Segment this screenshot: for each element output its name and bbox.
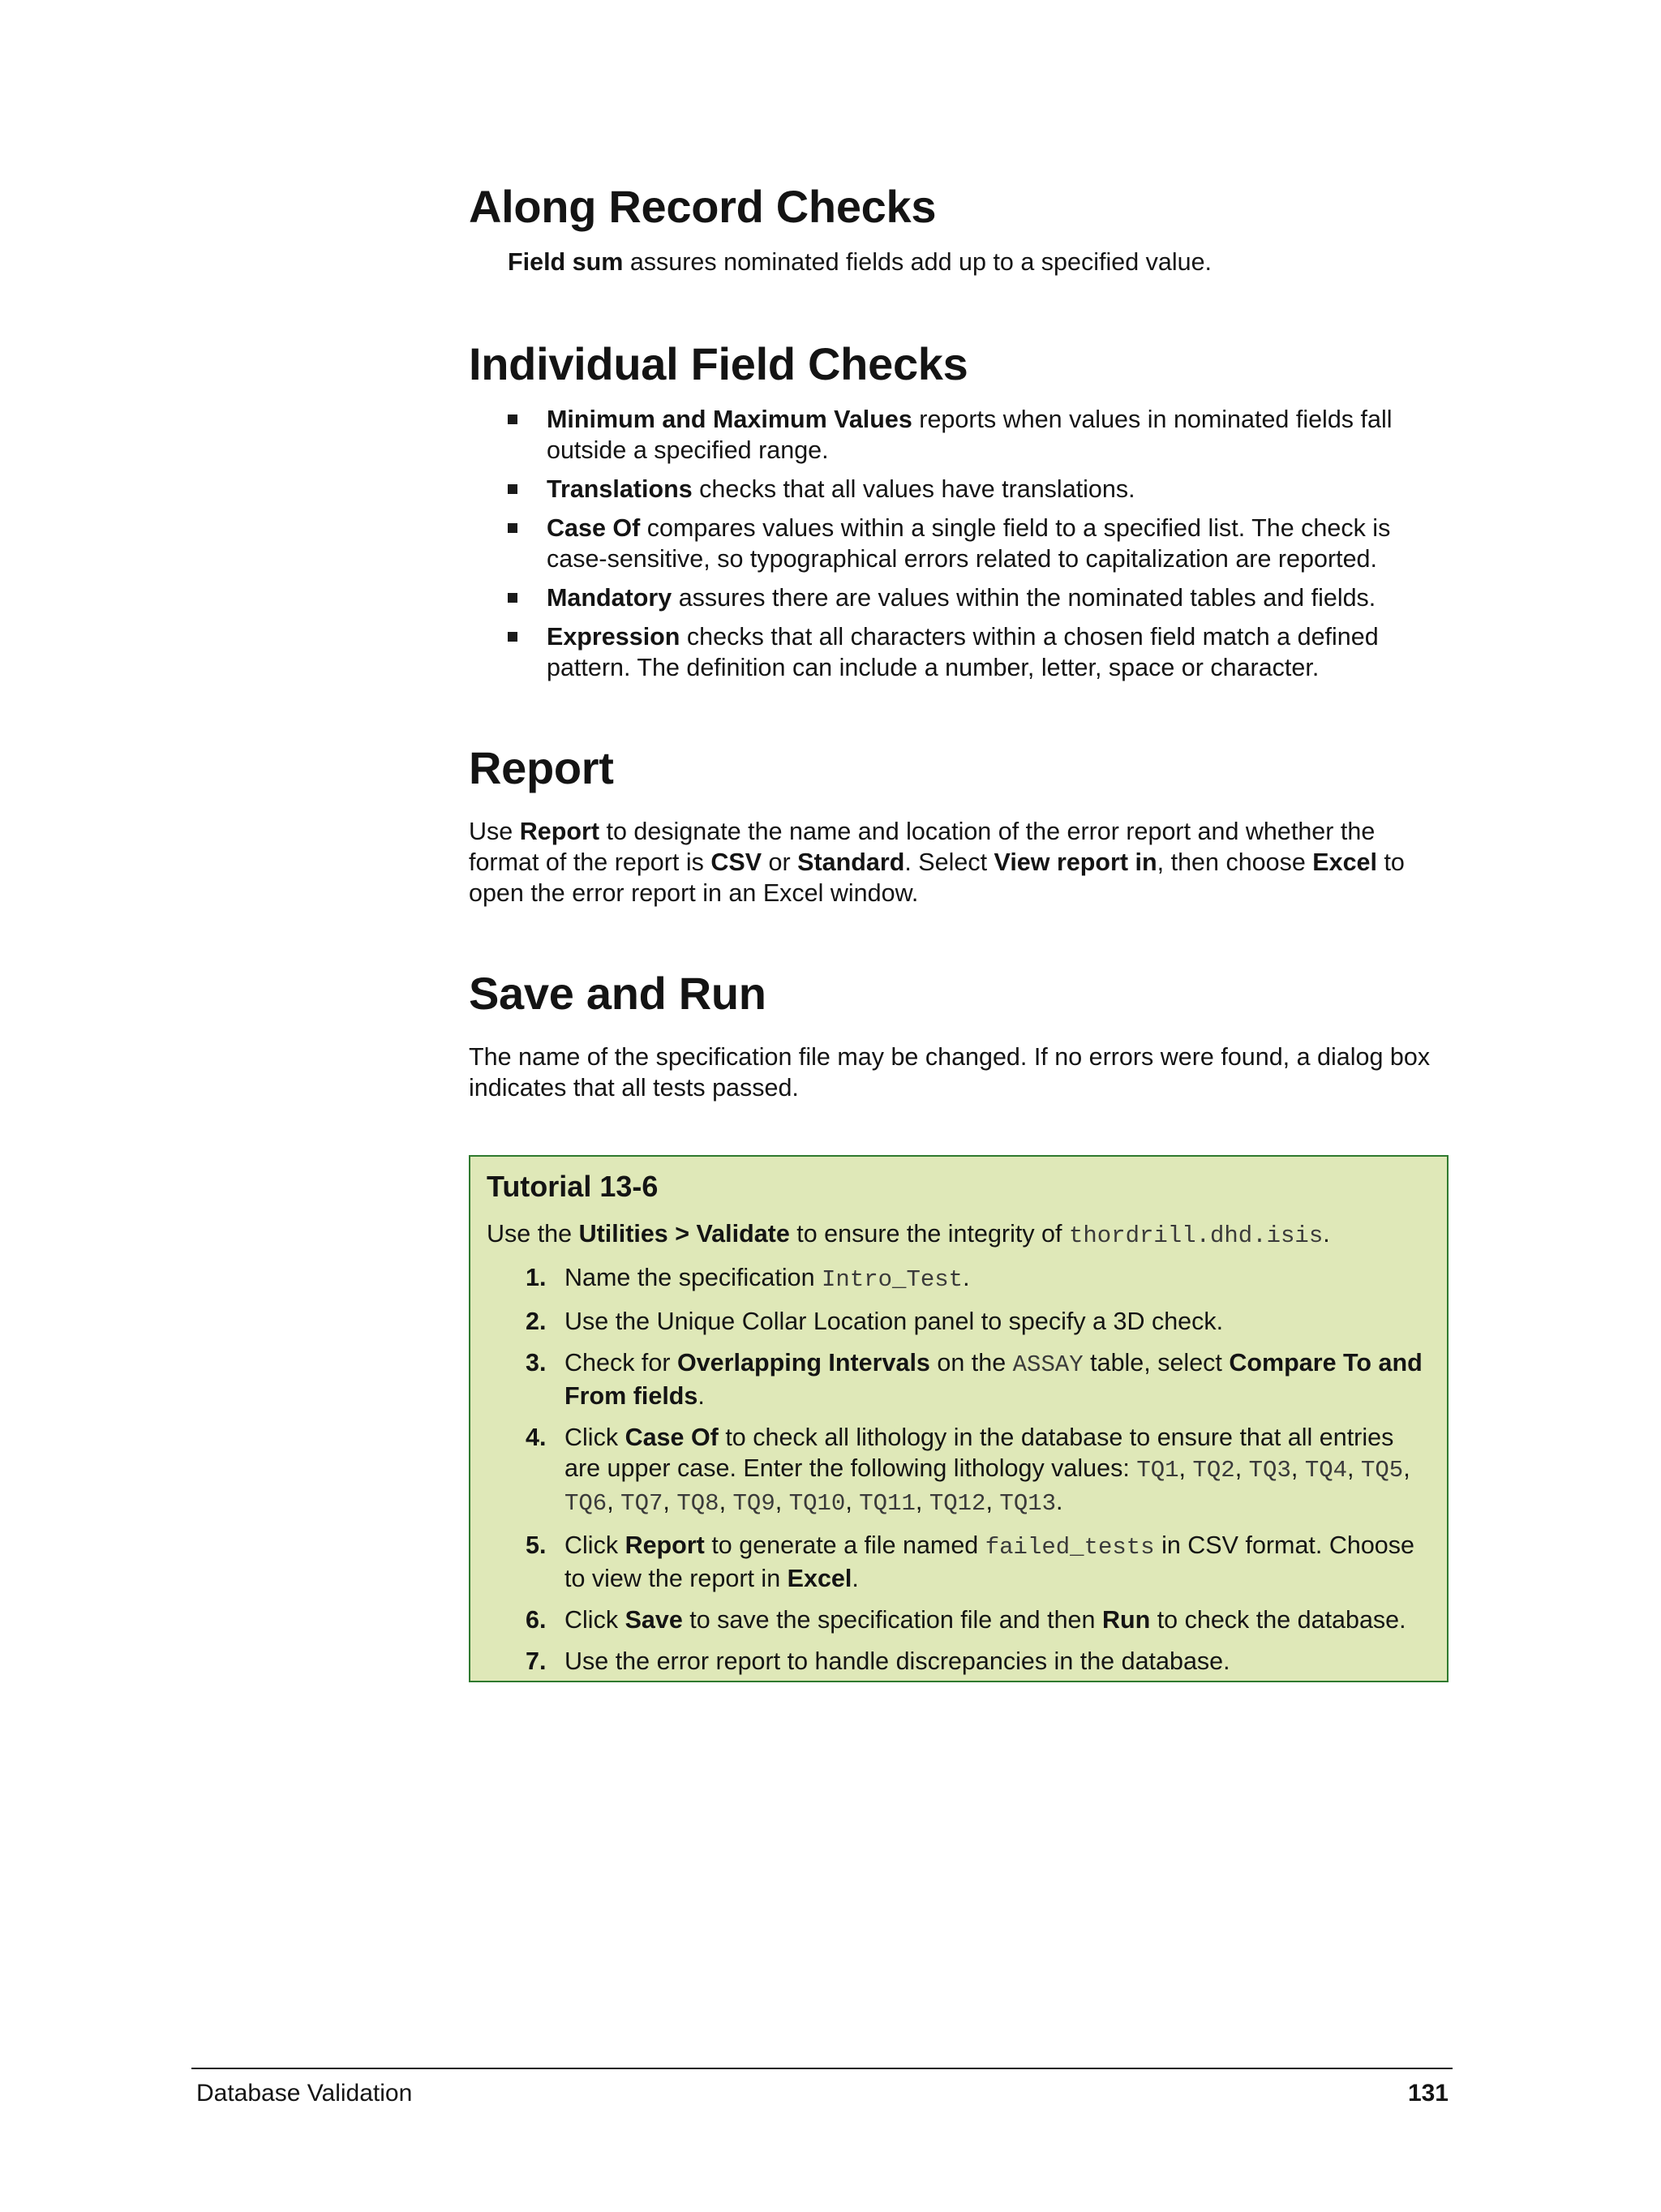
step-term: Run <box>1101 1606 1151 1634</box>
utilities-validate-term: Utilities > Validate <box>578 1220 790 1248</box>
step-text: Click <box>564 1606 625 1634</box>
step-text: Click <box>564 1424 625 1451</box>
tutorial-step <box>526 1530 1426 1594</box>
step-text: . <box>963 1264 970 1291</box>
lithology-code: TQ7 <box>620 1490 663 1517</box>
standard-term: Standard <box>797 848 905 876</box>
step-number: 2. <box>526 1308 547 1335</box>
report-text: to designate the name and location of the error report and whether the format of the report is <box>469 818 1376 876</box>
step-number: 7. <box>526 1647 547 1675</box>
code-separator: , <box>719 1488 733 1515</box>
code-separator: , <box>1290 1454 1305 1482</box>
field-sum-paragraph <box>508 247 1452 277</box>
heading-individual-field-checks: Individual Field Checks <box>469 338 968 389</box>
view-report-in-term: View report in <box>994 848 1157 876</box>
report-text: to open the error report in an Excel window. <box>469 848 1405 907</box>
individual-field-checks-list <box>508 404 1452 691</box>
step-number: 5. <box>526 1531 547 1559</box>
list-item-term: Case Of <box>547 514 641 542</box>
step-term: Compare To and From fields <box>564 1349 1423 1410</box>
code-separator: , <box>1347 1454 1361 1482</box>
heading-report: Report <box>469 742 614 793</box>
code-separator: , <box>985 1488 1000 1515</box>
database-filename-code: thordrill.dhd.isis <box>1068 1222 1324 1249</box>
tutorial-intro-text: . <box>1323 1220 1330 1248</box>
step-text: to generate a file named <box>704 1531 985 1559</box>
field-sum-term: Field sum <box>508 248 624 276</box>
list-item <box>508 513 1452 574</box>
list-item-term: Mandatory <box>547 584 672 612</box>
bullet-square-icon <box>508 414 517 424</box>
bullet-square-icon <box>508 593 517 603</box>
list-item <box>508 404 1452 466</box>
heading-save-and-run: Save and Run <box>469 968 766 1019</box>
lithology-code: TQ2 <box>1192 1457 1235 1484</box>
list-item-text: assures there are values within the nominated tables and fields. <box>672 584 1376 612</box>
list-item <box>508 582 1452 613</box>
step-text: to check all lithology in the database to ensure that all entries are upper case. Enter the following lithology values: <box>564 1424 1394 1482</box>
footer-chapter-title: Database Validation <box>196 2080 413 2107</box>
code-separator: , <box>1234 1454 1249 1482</box>
report-text: , then choose <box>1157 848 1313 876</box>
bullet-square-icon <box>508 632 517 642</box>
lithology-code: TQ3 <box>1248 1457 1291 1484</box>
step-code: ASSAY <box>1012 1351 1084 1378</box>
report-paragraph <box>469 816 1452 908</box>
code-separator: , <box>775 1488 789 1515</box>
report-text: . Select <box>904 848 994 876</box>
tutorial-steps-list <box>526 1262 1426 1687</box>
lithology-code: TQ12 <box>929 1490 986 1517</box>
lithology-code: TQ5 <box>1361 1457 1404 1484</box>
step-text: in CSV format. Choose to view the report in <box>564 1531 1414 1592</box>
step-term: Overlapping Intervals <box>677 1349 930 1377</box>
step-text: . <box>697 1382 705 1410</box>
lithology-code: TQ1 <box>1136 1457 1179 1484</box>
step-text: Name the specification <box>564 1264 822 1291</box>
step-term: Excel <box>787 1565 852 1592</box>
list-item-text: compares values within a single field to a specified list. The check is case-sensitive, so typographical errors related to capitalization are reported. <box>547 514 1391 573</box>
heading-along-record-checks: Along Record Checks <box>469 181 937 232</box>
list-item-text: reports when values in nominated fields fall outside a specified range. <box>547 406 1393 464</box>
save-run-paragraph: The name of the specification file may be changed. If no errors were found, a dialog box indicates that all tests passed. <box>469 1043 1431 1102</box>
code-separator: , <box>845 1488 860 1515</box>
lithology-code: TQ13 <box>999 1490 1057 1517</box>
report-text: Use <box>469 818 520 845</box>
bullet-square-icon <box>508 484 517 494</box>
tutorial-step <box>526 1646 1426 1677</box>
step-number: 4. <box>526 1424 547 1451</box>
field-sum-text: assures nominated fields add up to a specified value. <box>623 248 1212 276</box>
code-separator: , <box>1403 1454 1410 1482</box>
step-text: Use the Unique Collar Location panel to specify a 3D check. <box>564 1308 1224 1335</box>
step-text: Click <box>564 1531 625 1559</box>
lithology-code: TQ11 <box>859 1490 916 1517</box>
bullet-square-icon <box>508 523 517 533</box>
code-separator: , <box>663 1488 677 1515</box>
lithology-code: TQ4 <box>1304 1457 1348 1484</box>
list-item-text: checks that all characters within a chosen field match a defined pattern. The definition can include a number, letter, space or character. <box>547 623 1379 681</box>
code-separator: , <box>1178 1454 1193 1482</box>
tutorial-title: Tutorial 13-6 <box>487 1170 659 1203</box>
step-text: Check for <box>564 1349 677 1377</box>
csv-term: CSV <box>710 848 762 876</box>
list-item <box>508 474 1452 505</box>
tutorial-step <box>526 1306 1426 1337</box>
list-item-term: Expression <box>547 623 680 651</box>
step-number: 1. <box>526 1264 547 1291</box>
step-text: to save the specification file and then <box>682 1606 1102 1634</box>
step-term: Report <box>624 1531 705 1559</box>
tutorial-step <box>526 1262 1426 1295</box>
step-term: Case Of <box>624 1424 719 1451</box>
footer-page-number: 131 <box>1407 2080 1449 2107</box>
step-text: . <box>852 1565 859 1592</box>
list-item <box>508 621 1452 683</box>
list-item-term: Minimum and Maximum Values <box>547 406 912 433</box>
step-number: 3. <box>526 1349 547 1377</box>
code-separator: , <box>607 1488 621 1515</box>
tutorial-intro-text: to ensure the integrity of <box>789 1220 1069 1248</box>
tutorial-intro-text: Use the <box>487 1220 579 1248</box>
tutorial-box <box>469 1155 1449 1682</box>
step-text: table, select <box>1083 1349 1230 1377</box>
step-text: . <box>1056 1488 1063 1515</box>
tutorial-step <box>526 1422 1426 1519</box>
step-code: failed_tests <box>985 1534 1155 1561</box>
lithology-code: TQ8 <box>676 1490 719 1517</box>
step-text: to check the database. <box>1150 1606 1406 1634</box>
tutorial-step <box>526 1347 1426 1411</box>
step-code: Intro_Test <box>822 1266 964 1293</box>
report-text: or <box>762 848 798 876</box>
tutorial-intro <box>487 1218 1427 1252</box>
step-text: on the <box>929 1349 1013 1377</box>
lithology-code: TQ6 <box>564 1490 607 1517</box>
report-term: Report <box>519 818 599 845</box>
excel-term: Excel <box>1312 848 1377 876</box>
tutorial-step <box>526 1604 1426 1635</box>
step-number: 6. <box>526 1606 547 1634</box>
step-term: Save <box>624 1606 683 1634</box>
lithology-code: TQ9 <box>732 1490 775 1517</box>
list-item-term: Translations <box>547 475 693 503</box>
lithology-code: TQ10 <box>788 1490 846 1517</box>
list-item-text: checks that all values have translations. <box>692 475 1135 503</box>
step-text: Use the error report to handle discrepancies in the database. <box>564 1647 1230 1675</box>
code-separator: , <box>915 1488 929 1515</box>
footer-divider <box>191 2068 1453 2069</box>
